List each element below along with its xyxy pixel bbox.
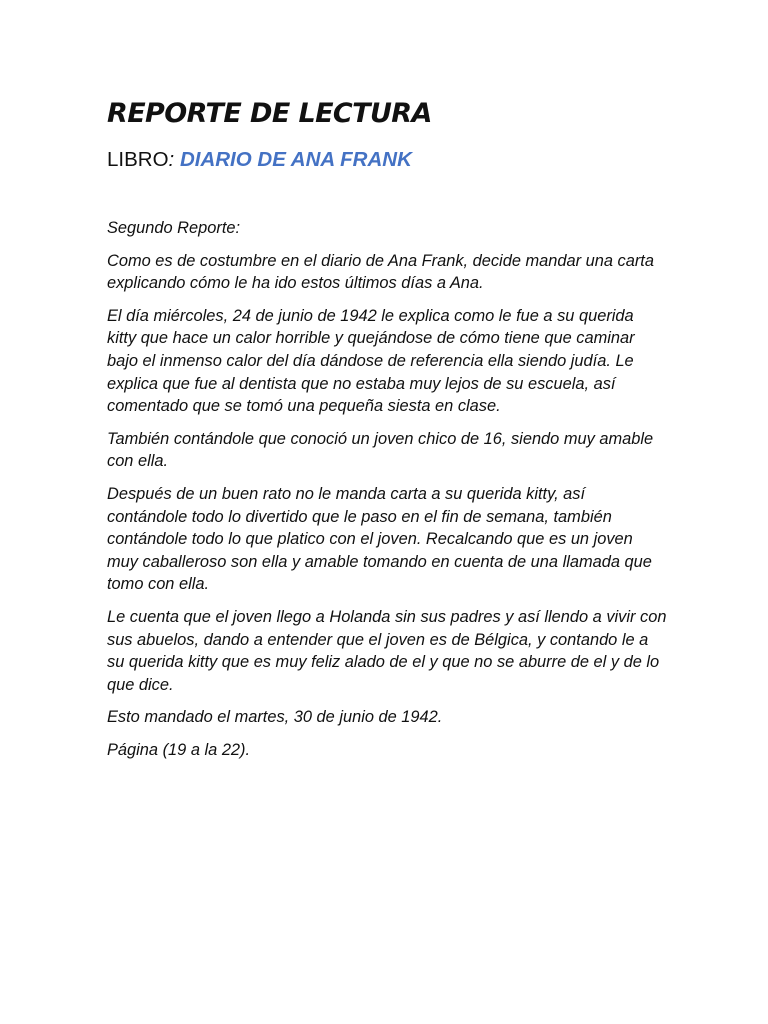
paragraph-june-24: El día miércoles, 24 de junio de 1942 le explica como le fue a su querida kitty que hace un calor horrible y quejándose de cómo tiene que caminar bajo el inmenso calor del día dándose de referencia ella siendo judía. Le explica que fue al dentista que no estaba muy lejos de su escuela, así comentado que se tomó una pequeña siesta en clase. xyxy=(107,306,635,416)
report-body xyxy=(107,217,667,761)
book-colon: : xyxy=(168,148,175,171)
paragraph-intro: Como es de costumbre en el diario de Ana Frank, decide mandar una carta explicando cómo le ha ido estos últimos días a Ana. xyxy=(107,251,654,293)
book-line xyxy=(107,146,667,174)
document-title: REPORTE DE LECTURA xyxy=(107,98,432,129)
report-subtitle: Segundo Reporte: xyxy=(107,219,241,237)
paragraph-young-man: También contándole que conoció un joven chico de 16, siendo muy amable con ella. xyxy=(107,429,654,471)
paragraph-weekend: Después de un buen rato no le manda carta a su querida kitty, así contándole todo lo divertido que le paso en el fin de semana, también contándole todo lo que platico con el joven. Recalcando que es un joven muy caballeroso son ella y amable tomando en cuenta de una llamada que tomo con ella. xyxy=(107,484,652,594)
book-label: LIBRO xyxy=(107,148,169,171)
paragraph-holland: Le cuenta que el joven llego a Holanda sin sus padres y así llendo a vivir con sus abuelos, dando a entender que el joven es de Bélgica, y contando le a su querida kitty que es muy feliz alado de el y que no se aburre de el y de lo que dice. xyxy=(107,607,667,694)
paragraph-sent-date: Esto mandado el martes, 30 de junio de 1942. xyxy=(107,708,443,727)
book-name: DIARIO DE ANA FRANK xyxy=(179,148,412,171)
paragraph-pages: Página (19 a la 22). xyxy=(107,740,251,759)
document-content xyxy=(107,96,667,771)
